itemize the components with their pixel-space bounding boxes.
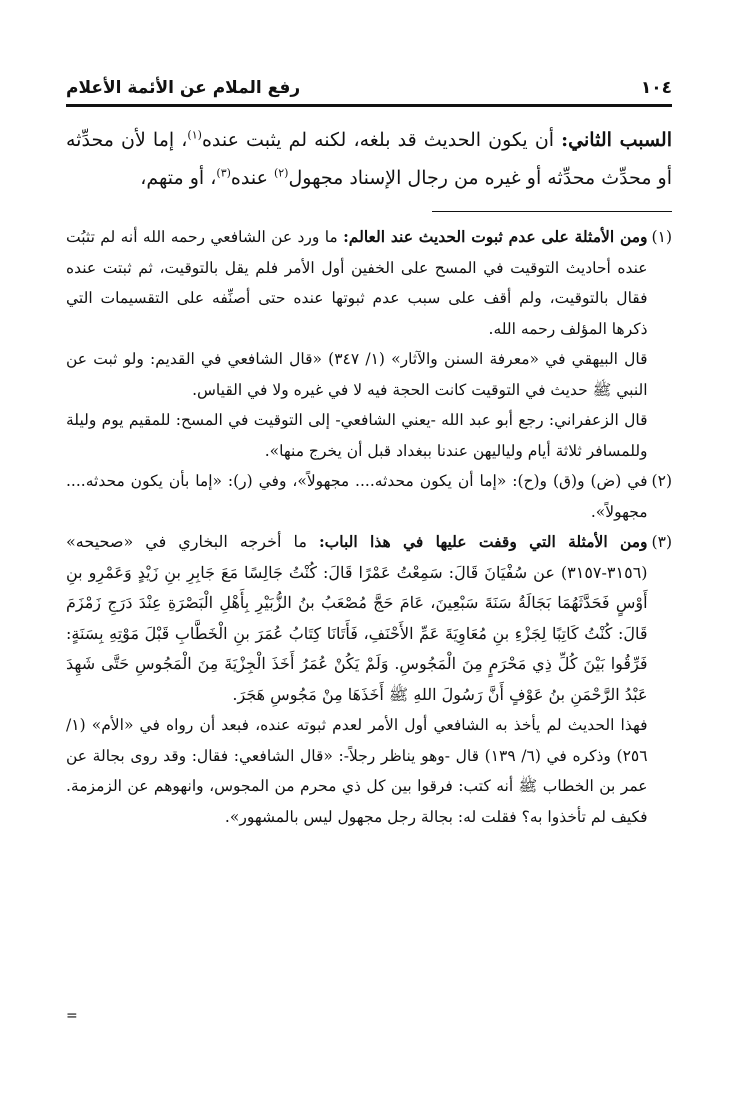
footnote-ref-1: (١) bbox=[187, 129, 202, 143]
footnote-2-text: في (ض) و(ق) و(ح): «إما أن يكون محدثه.... مجهولاً»، وفي (ر): «إما بأن يكون محدثه.... مجهولاً». bbox=[66, 472, 648, 521]
footnote-ref-3: (٣) bbox=[216, 167, 231, 181]
footnote-3 bbox=[66, 527, 672, 832]
main-line1: أن يكون الحديث قد بلغه، لكنه لم يثبت عنده bbox=[201, 129, 562, 152]
footnote-1-number: (١) bbox=[651, 228, 672, 247]
footnote-1 bbox=[66, 222, 672, 466]
main-line2-mid: عنده bbox=[230, 167, 274, 190]
footnote-3-hadith: ما أخرجه البخاري في «صحيحه» (٣١٥٦-٣١٥٧) عن سُفْيَانَ قَالَ: سَمِعْتُ عَمْرًا قَالَ: كُنْتُ جَالِسًا مَعَ جَابِرِ بنِ زَيْدٍ وَعَمْرِو بنِ أَوْسٍ فَحَدَّثَهُمَا بَجَالَةُ سَنَةَ سَبْعِينَ، عَامَ حَجَّ مُصْعَبُ بنُ الزُّبَيْرِ بِأَهْلِ الْبَصْرَةِ عِنْدَ دَرَجِ زَمْزَمَ قَالَ: كُنْتُ كَاتِبًا لِجَزْءِ بنِ مُعَاوِيَةَ عَمِّ الأَحْنَفِ، فَأَتَانَا كِتَابُ عُمَرَ بنِ الْخَطَّابِ قَبْلَ مَوْتِهِ بِسَنَةٍ: فَرِّقُوا بَيْنَ كُلِّ ذِي مَحْرَمٍ مِنَ الْمَجُوسِ. وَلَمْ يَكُنْ عُمَرُ أَخَذَ الْجِزْيَةَ مِنَ الْمَجُوسِ حَتَّى شَهِدَ عَبْدُ الرَّحْمَنِ بنُ عَوْفٍ أَنَّ رَسُولَ اللهِ ﷺ أَخَذَهَا مِنْ مَجُوسِ هَجَرَ. bbox=[66, 532, 648, 704]
footnote-1-para-3: قال الزعفراني: رجع أبو عبد الله -يعني الشافعي- إلى التوقيت في المسح: للمقيم يوم وليلة وللمسافر ثلاثة أيام ولياليهن عندنا ببغداد قبل أن يخرج منها». bbox=[66, 411, 648, 460]
footnote-separator bbox=[432, 211, 672, 212]
main-line1-tail: ، إما لأن bbox=[121, 129, 188, 152]
continuation-mark: = bbox=[66, 1008, 78, 1024]
page-number: ١٠٤ bbox=[640, 78, 672, 98]
running-header bbox=[66, 78, 672, 107]
section-lead: السبب الثاني: bbox=[561, 129, 672, 152]
footnote-1-para-2: قال البيهقي في «معرفة السنن والآثار» (١/ ٣٤٧) «قال الشافعي في القديم: ولو ثبت عن النبي ﷺ حديث في التوقيت كانت الحجة فيه لا في غيره ولا في القياس. bbox=[66, 350, 648, 399]
footnote-2-number: (٢) bbox=[651, 472, 672, 491]
main-line2: محدِّثه أو محدِّث محدِّثه أو غيره من رجال الإسناد مجهول bbox=[66, 129, 672, 190]
footnote-1-para-1: ما ورد عن الشافعي رحمه الله أنه لم تثبُت عنده أحاديث التوقيت في المسح على الخفين أول الأمر فلم يقل بالتوقيت، ثم ثبتت عنده فقال بالتوقيت، ولم أقف على سبب عدم ثبوتها عنده حتى أصنِّفه على التقسيمات التي ذكرها المؤلف رحمه الله. bbox=[66, 228, 648, 338]
main-text bbox=[66, 121, 672, 197]
footnote-ref-2: (٢) bbox=[273, 167, 289, 181]
book-title: رفع الملام عن الأئمة الأعلام bbox=[66, 78, 301, 98]
page bbox=[66, 78, 672, 832]
main-line2-tail: ، أو متهم، bbox=[140, 167, 217, 190]
footnote-3-title: ومن الأمثلة التي وقفت عليها في هذا الباب: bbox=[318, 532, 648, 552]
footnotes bbox=[66, 222, 672, 832]
footnote-2 bbox=[66, 466, 672, 527]
footnote-1-title: ومن الأمثلة على عدم ثبوت الحديث عند العالم: bbox=[343, 227, 648, 247]
footnote-3-number: (٣) bbox=[651, 533, 672, 552]
footnote-3-para-2: فهذا الحديث لم يأخذ به الشافعي أول الأمر لعدم ثبوته عنده، فبعد أن رواه في «الأم» (١/ ٢٥٦) وذكره في (٦/ ١٣٩) قال -وهو يناظر رجلاً-: «قال الشافعي: فقال: وقد روى بجالة عن عمر بن الخطاب ﷺ أنه كتب: فرقوا بين كل ذي محرم من المجوس، وانهوهم عن الزمزمة. فكيف لم تأخذوا به؟ فقلت له: بجالة رجل مجهول ليس بالمشهور». bbox=[66, 716, 648, 826]
